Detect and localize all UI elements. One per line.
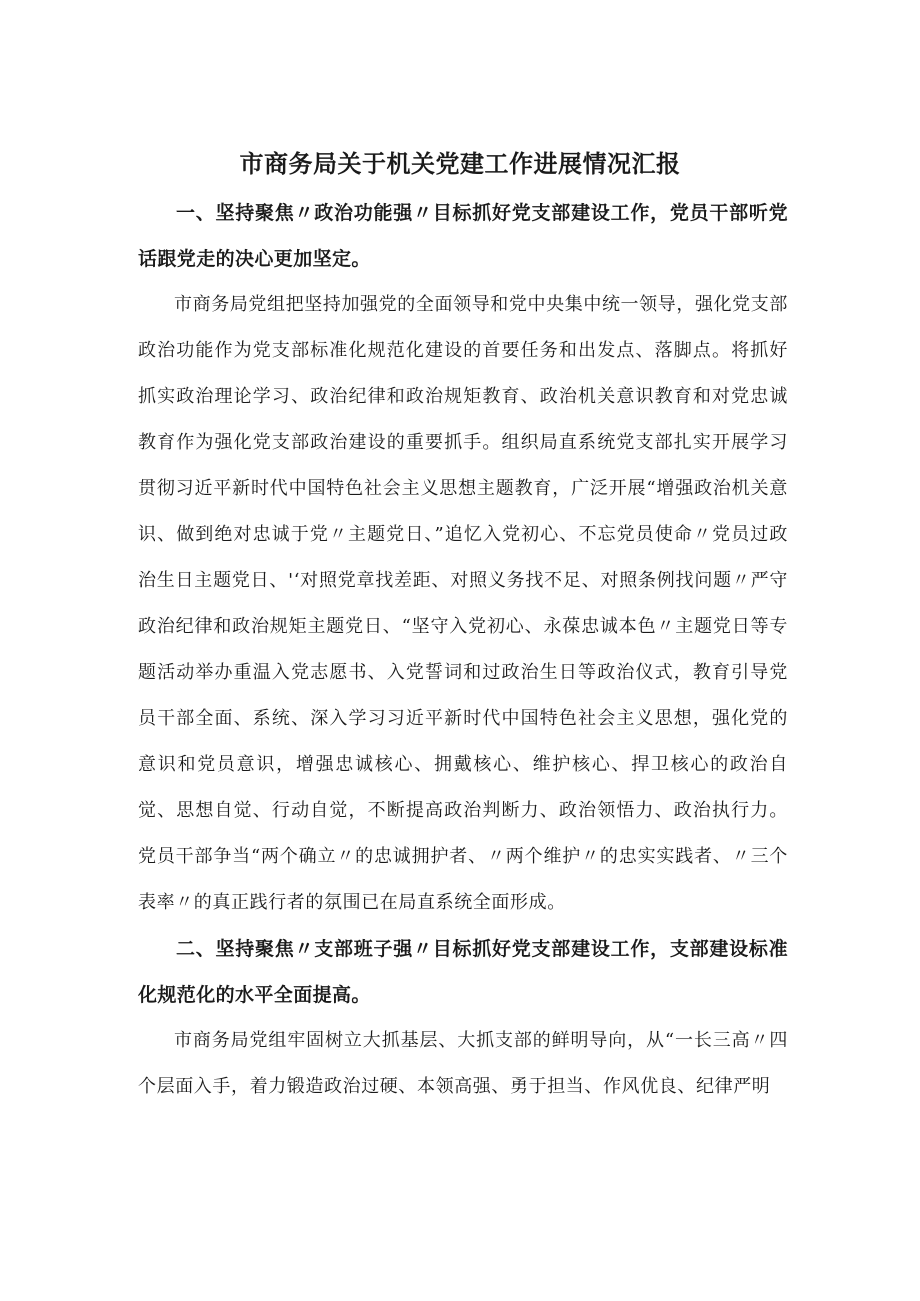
document-title: 市商务局关于机关党建工作进展情况汇报 bbox=[239, 150, 681, 178]
section-heading-2: 二、坚持聚焦〃支部班子强〃目标抓好党支部建设工作，支部建设标准化规范化的水平全面提高。 bbox=[138, 938, 788, 1006]
body-paragraph-2: 市商务局党组牢固树立大抓基层、大抓支部的鲜明导向，从“一长三高〃四个层面入手，着力锻造政治过硬、本领高强、勇于担当、作风优良、纪律严明 bbox=[138, 1030, 788, 1097]
section-heading-1: 一、坚持聚焦〃政治功能强〃目标抓好党支部建设工作，党员干部听党话跟党走的决心更加坚定。 bbox=[138, 202, 788, 270]
document-body bbox=[138, 190, 788, 1110]
body-paragraph-1: 市商务局党组把坚持加强党的全面领导和党中央集中统一领导，强化党支部政治功能作为党支部标准化规范化建设的首要任务和出发点、落脚点。将抓好抓实政治理论学习、政治纪律和政治规矩教育、政治机关意识教育和对党忠诚教育作为强化党支部政治建设的重要抓手。组织局直系统党支部扎实开展学习贯彻习近平新时代中国特色社会主义思想主题教育，广泛开展“增强政治机关意识、做到绝对忠诚于党〃主题党日、”追忆入党初心、不忘党员使命〃党员过政治生日主题党日、'‘对照党章找差距、对照义务找不足、对照条例找问题〃严守政治纪律和政治规矩主题党日、“坚守入党初心、永葆忠诚本色〃主题党日等专题活动举办重温入党志愿书、入党誓词和过政治生日等政治仪式，教育引导党员干部全面、系统、深入学习习近平新时代中国特色社会主义思想，强化党的意识和党员意识，增强忠诚核心、拥戴核心、维护核心、捍卫核心的政治自觉、思想自觉、行动自觉，不断提高政治判断力、政治领悟力、政治执行力。党员干部争当“两个确立〃的忠诚拥护者、〃两个维护〃的忠实实践者、〃三个表率〃的真正践行者的氛围已在局直系统全面形成。 bbox=[138, 294, 788, 913]
